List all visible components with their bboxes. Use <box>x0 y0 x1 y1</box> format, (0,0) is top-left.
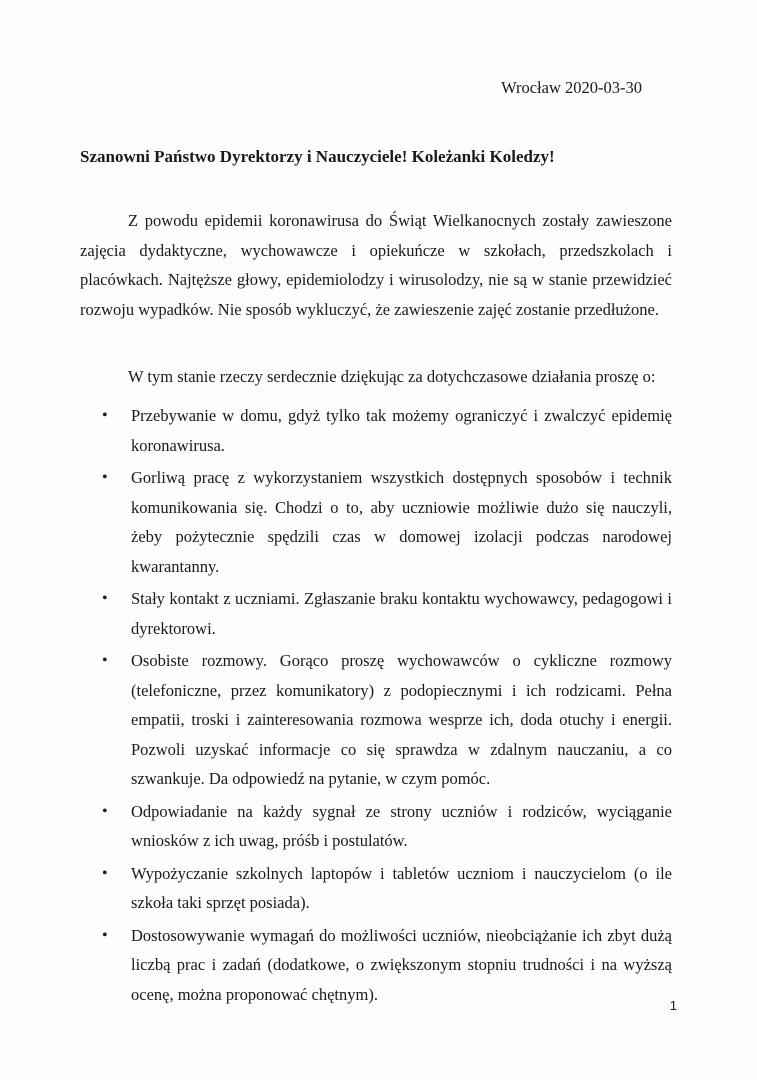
list-item <box>80 921 672 1010</box>
bullet-icon: • <box>102 652 108 669</box>
letter-salutation: Szanowni Państwo Dyrektorzy i Nauczyciele! Koleżanki Koledzy! <box>80 147 555 166</box>
list-item <box>80 859 672 918</box>
list-item-text: Odpowiadanie na każdy sygnał ze strony uczniów i rodziców, wyciąganie wniosków z ich uwag, próśb i postulatów. <box>131 801 672 850</box>
list-item-text: Osobiste rozmowy. Gorąco proszę wychowawców o cykliczne rozmowy (telefoniczne, przez komunikatory) z podopiecznymi i ich rodzicami. Pełna empatii, troski i zainteresowania rozmowa wesprze ich, doda otuchy i energii. Pozwoli uzyskać informacje co się sprawdza w zdalnym nauczaniu, a co szwankuje. Da odpowiedź na pytanie, w czym pomóc. <box>131 651 672 788</box>
bullet-icon: • <box>102 590 108 607</box>
list-item <box>80 584 672 643</box>
bullet-icon: • <box>102 469 108 486</box>
list-item <box>80 463 672 581</box>
request-list <box>80 401 672 1012</box>
bullet-icon: • <box>102 864 108 882</box>
list-item-text: Gorliwą pracę z wykorzystaniem wszystkich dostępnych sposobów i technik komunikowania się. Chodzi o to, aby uczniowie możliwie dużo się nauczyli, żeby pożytecznie spędzili czas w domowej izolacji podczas narodowej kwarantanny. <box>131 468 672 576</box>
lead-sentence: W tym stanie rzeczy serdecznie dziękując za dotychczasowe działania proszę o: <box>128 367 656 386</box>
list-item <box>80 797 672 856</box>
list-item <box>80 401 672 460</box>
bullet-icon: • <box>102 802 108 820</box>
list-item-text: Wypożyczanie szkolnych laptopów i tabletów uczniom i nauczycielom (o ile szkoła taki sprzęt posiada). <box>131 863 672 912</box>
bullet-icon: • <box>102 926 108 944</box>
bullet-icon: • <box>102 407 108 424</box>
letter-date: Wrocław 2020-03-30 <box>501 78 642 97</box>
page-number: 1 <box>669 998 677 1013</box>
list-item <box>80 646 672 794</box>
list-item-text: Stały kontakt z uczniami. Zgłaszanie braku kontaktu wychowawcy, pedagogowi i dyrektorowi. <box>131 589 672 638</box>
intro-paragraph: Z powodu epidemii koronawirusa do Świąt Wielkanocnych zostały zawieszone zajęcia dydaktyczne, wychowawcze i opiekuńcze w szkołach, przedszkolach i placówkach. Najtęższe głowy, epidemiolodzy i wirusolodzy, nie są w stanie przewidzieć rozwoju wypadków. Nie sposób wykluczyć, że zawieszenie zajęć zostanie przedłużone. <box>80 211 672 319</box>
list-item-text: Przebywanie w domu, gdyż tylko tak możemy ograniczyć i zwalczyć epidemię koronawirusa. <box>131 406 672 455</box>
list-item-text: Dostosowywanie wymagań do możliwości uczniów, nieobciążanie ich zbyt dużą liczbą prac i zadań (dodatkowe, o zwiększonym stopniu trudności i na wyższą ocenę, można proponować chętnym). <box>131 925 672 1004</box>
